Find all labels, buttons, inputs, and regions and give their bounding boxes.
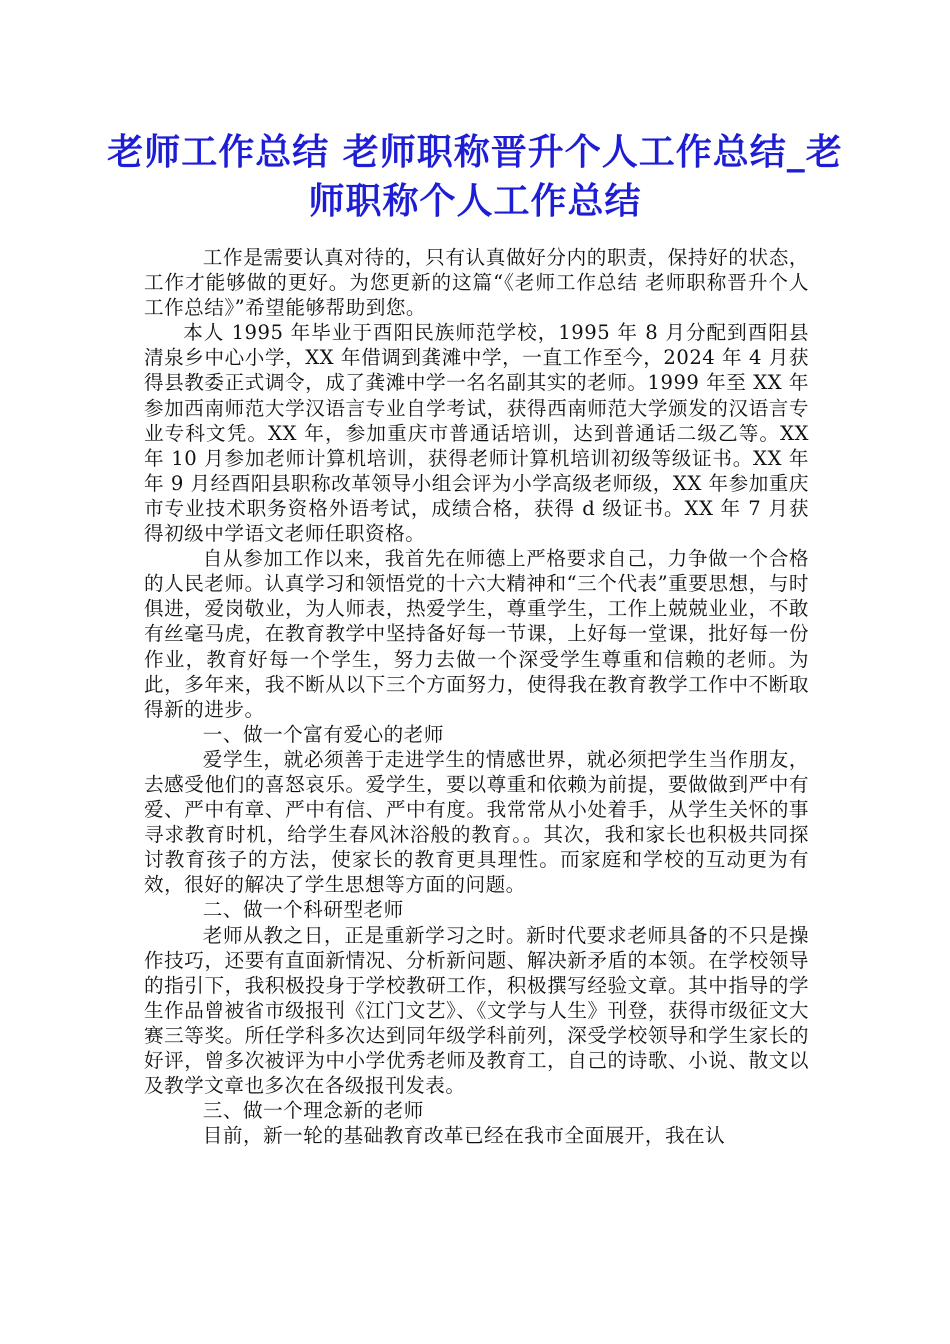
section-1-paragraph: 爱学生，就必须善于走进学生的情感世界，就必须把学生当作朋友，去感受他们的喜怒哀乐。爱学生，要以尊重和依赖为前提，要做做到严中有爱、严中有章、严中有信、严中有度。我常常从小处着手，从学生关怀的事寻求教育时机，给学生春风沐浴般的教育。。其次，我和家长也积极共同探讨教育孩子的方法，使家长的教育更具理性。而家庭和学校的互动更为有效，很好的解决了学生思想等方面的问题。 — [144, 747, 809, 897]
section-heading-1: 一、做一个富有爱心的老师 — [202, 722, 444, 746]
background-paragraph: 本人 1995 年毕业于酉阳民族师范学校，1995 年 8 月分配到酉阳县清泉乡中心小学，XX 年借调到龚滩中学，一直工作至今，2024 年 4 月获得县教委正式调令，成了龚滩中学一名名副其实的老师。1999 年至 XX 年参加西南师范大学汉语言专业自学考试，获得西南师范大学颁发的汉语言专业专科文凭。XX 年，参加重庆市普通话培训，达到普通话二级乙等。XX 年 10 月参加老师计算机培训，获得老师计算机培训初级等级证书。XX 年年 9 月经酉阳县职称改革领导小组会评为小学高级老师级，XX 年参加重庆市专业技术职务资格外语考试，成绩合格，获得 d 级证书。XX 年 7 月获得初级中学语文老师任职资格。 — [144, 321, 809, 546]
document-body — [144, 245, 809, 1148]
intro-paragraph: 工作是需要认真对待的，只有认真做好分内的职责，保持好的状态，工作才能够做的更好。为您更新的这篇“《老师工作总结 老师职称晋升个人工作总结》”希望能够帮助到您。 — [144, 246, 809, 320]
section-heading-3: 三、做一个理念新的老师 — [202, 1099, 424, 1123]
section-heading-2: 二、做一个科研型老师 — [202, 898, 404, 922]
section-3-paragraph: 目前，新一轮的基础教育改革已经在我市全面展开，我在认 — [202, 1124, 726, 1148]
section-2-paragraph: 老师从教之日，正是重新学习之时。新时代要求老师具备的不只是操作技巧，还要有直面新情况、分析新问题、解决新矛盾的本领。在学校领导的指引下，我积极投身于学校教研工作，积极撰写经验文章。其中指导的学生作品曾被省市级报刊《江门文艺》、《文学与人生》刊登，获得市级征文大赛三等奖。所任学科多次达到同年级学科前列，深受学校领导和学生家长的好评，曾多次被评为中小学优秀老师及教育工，自己的诗歌、小说、散文以及教学文章也多次在各级报刊发表。 — [144, 923, 809, 1098]
ethics-paragraph: 自从参加工作以来，我首先在师德上严格要求自己，力争做一个合格的人民老师。认真学习和领悟党的十六大精神和“三个代表”重要思想，与时俱进，爱岗敬业，为人师表，热爱学生，尊重学生，工作上兢兢业业，不敢有丝毫马虎，在教育教学中坚持备好每一节课，上好每一堂课，批好每一份作业，教育好每一个学生，努力去做一个深受学生尊重和信赖的老师。为此，多年来，我不断从以下三个方面努力，使得我在教育教学工作中不断取得新的进步。 — [144, 547, 809, 721]
document-title: 老师工作总结 老师职称晋升个人工作总结_老师职称个人工作总结 — [107, 131, 843, 222]
